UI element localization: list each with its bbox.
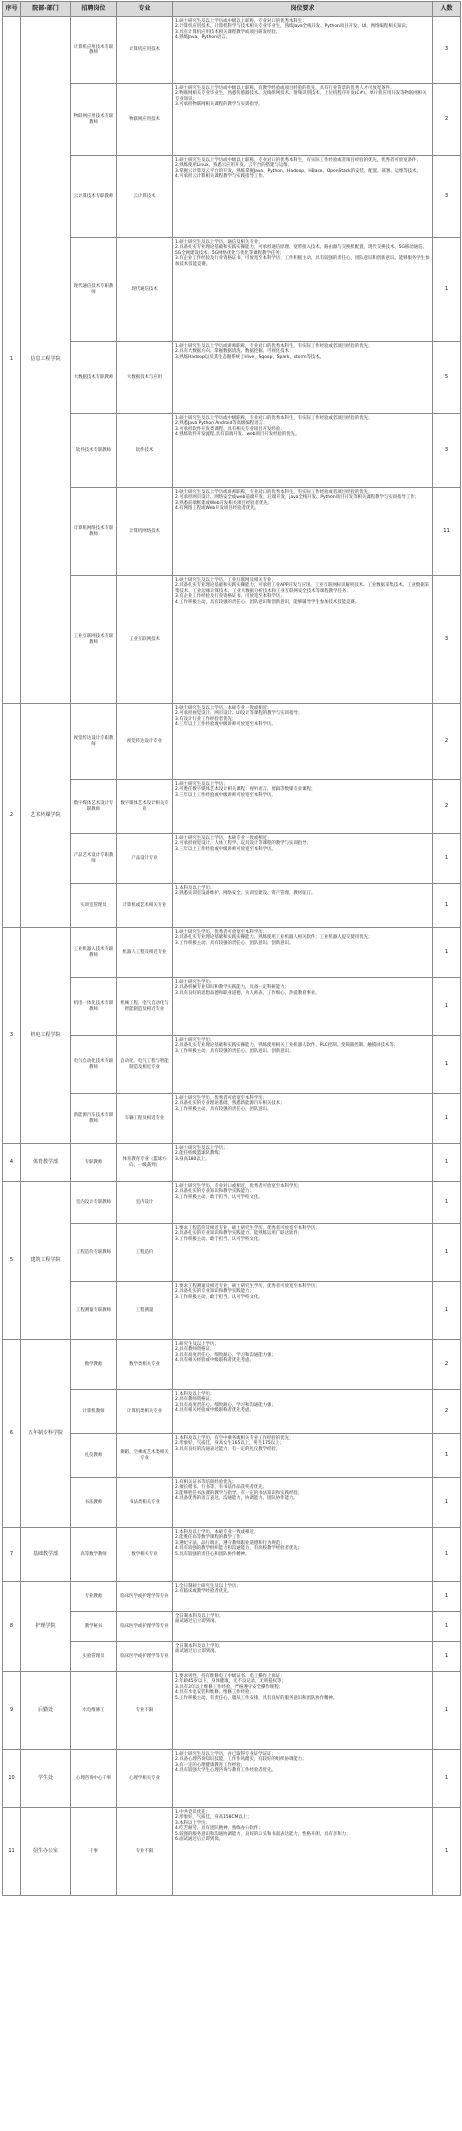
- row-post: 室内设计专职教师: [71, 1182, 117, 1224]
- requirement-line: 2.具备扎实专业理论基础和实践实操能力，熟练使用工业机器人相关软件；工业机器人提交使用优先；: [175, 935, 373, 941]
- row-major: 机械工程、电气自动化与智能制造及相近专业: [117, 978, 173, 1036]
- row-major: 产品设计专业: [117, 834, 173, 884]
- requirement-line: 2.具备扎实专业理论基础和实践实操能力，熟练使用相关工业机器人软件、PLC控制、变频器控制、触摸屏技术等；: [175, 1043, 399, 1049]
- requirement-line: 4.可承担云计算相关课程教学与实践指导工作。: [175, 174, 268, 180]
- row-count: 1: [433, 1582, 461, 1612]
- row-major: 数学相关专业: [117, 1528, 173, 1582]
- row-count: 1: [433, 1612, 461, 1642]
- requirement-line: 3.具有高度责任心，细致耐心，学习和沟通能力强；: [175, 1352, 276, 1358]
- requirement-line: 1.硕士研究生及以上学历；: [175, 782, 228, 787]
- requirement-line: 全日制本科及以上学历；: [175, 1614, 224, 1619]
- row-post: 水电维修工: [71, 1672, 117, 1750]
- row-major: 自动化、电气工程与智能制造及相近专业: [117, 1036, 173, 1094]
- requirement-line: 1.要求男性，持有维修电工中级证书、电工操作上岗证；: [175, 1674, 285, 1679]
- row-post: 工程测量专职教师: [71, 1282, 117, 1340]
- row-major: 软件技术: [117, 414, 173, 488]
- requirement-line: 2.具备心理咨询知识技能，工作作风踏实，有较好的组织协调能力；: [175, 1757, 307, 1763]
- row-requirements: [173, 238, 433, 342]
- requirement-line: 1.硕士研究生及以上学历或讲师职称，专业对口的优秀本科生，有实际工作经验或者项目经验的优先；: [175, 344, 373, 349]
- table-row: [3, 1036, 461, 1094]
- row-requirements: [173, 1808, 433, 1896]
- row-dept: 机电工程学院: [21, 928, 71, 1144]
- table-row: [3, 928, 461, 978]
- row-count: 2: [433, 1340, 461, 1390]
- row-post: 现代通信技术专职教师: [71, 238, 117, 342]
- row-dept: 建筑工程学院: [21, 1182, 71, 1340]
- requirement-line: 1.硕士研究生及以上学历或中级以上职称，专业对口的优秀本科生，有实际工作经验或者项目经验的优先，优秀者可放宽条件；: [175, 158, 421, 163]
- requirement-line: 2.具有教师资格证；: [175, 1347, 215, 1353]
- row-major: 工程造价: [117, 1224, 173, 1282]
- requirement-line: 2.具有大数据方向、掌握数据清洗、数据挖掘、可视化技术；: [175, 349, 294, 355]
- row-major: 现代通信技术: [117, 238, 173, 342]
- requirement-line: 1.研究生及以上学历；: [175, 1342, 219, 1347]
- row-count: 1: [433, 1528, 461, 1582]
- requirement-line: 1.要求工程造价及相近专业，硕士研究生学历，优秀者可放宽至本科学历；: [175, 1226, 320, 1231]
- requirement-line: 3.三年以上工作经验或中级讲师可放宽至本科学历。: [175, 792, 276, 798]
- row-post: 物联网应用技术专职教师: [71, 84, 117, 156]
- table-row: [3, 1282, 461, 1340]
- row-major: 计算机网络技术: [117, 488, 173, 576]
- row-count: 1: [433, 1224, 461, 1282]
- requirement-line: 2.具备扎实专业理论基础和实践实操能力，可承担通信原理、宽带接入技术、路由器与交换机配置、现代交换技术、5G移动通信、5G全网建设技术、5G网络优化与优化等课程教学任务；: [175, 245, 427, 256]
- row-major: 数字媒体艺术设计相关专业: [117, 780, 173, 834]
- table-row: [3, 1478, 461, 1528]
- requirement-line: 2.具有教师资格证；: [175, 1397, 215, 1403]
- row-count: 1: [433, 1144, 461, 1182]
- requirement-line: 1.本科及以上学历，有空中乘务或相关专业工作经验的优先；: [175, 1436, 294, 1441]
- requirement-line: 3.熟练Hadoop以及其生态圈系统上Hive、Sqoop、Spark、storm等技术。: [175, 354, 325, 360]
- row-requirements: [173, 1642, 433, 1672]
- row-major: 工程测量: [117, 1282, 173, 1340]
- row-requirements: [173, 342, 433, 414]
- requirement-line: 4.具有较强大学生心理咨询与教育工作经验者优先。: [175, 1768, 276, 1774]
- requirement-line: 2.有临床或教学经验者优先。: [175, 1589, 232, 1595]
- requirement-line: 3.工作积极主动、敢于担当、认可学校文化。: [175, 1236, 263, 1242]
- requirement-line: 2.可承担视觉设计、网页设计、UI设计等课程的教学与实训指导；: [175, 711, 303, 717]
- row-count: 1: [433, 978, 461, 1036]
- header-seq: 序号: [3, 2, 21, 17]
- table-row: [3, 1528, 461, 1582]
- requirement-line: 2.具备扎实专业理论基础和实践实操能力，可承担工业APP开发与应用、工业互联网标识解析技术、工业数据采集技术、工业数据采集技术、工业边缘计算技术、工业大数据分析技术和工业互联网安全技术等课程教学任务；: [175, 583, 429, 594]
- table-row: [3, 1340, 461, 1390]
- requirement-line: 3.工作积极主动、具有较强的责任心、团队意识、创新意识。: [175, 1048, 294, 1054]
- row-requirements: [173, 1340, 433, 1390]
- row-major: 机器人工程及相近专业: [117, 928, 173, 978]
- requirement-line: 3.具有高度责任心，细致耐心，学习和沟通能力强；: [175, 1402, 276, 1408]
- requirement-line: 2.可承担视觉设计、人体工程学、玩具设计等课程的教学与实训指导；: [175, 841, 311, 847]
- requirement-line: 3.掌握云计算及云平台的开发，熟练掌握Java、Python、Hadoop、HBase、OpenStack的安装、配置、部署、运维等技术；: [175, 168, 421, 174]
- row-count: 1: [433, 1750, 461, 1808]
- table-body: [3, 17, 461, 1896]
- row-count: 3: [433, 17, 461, 84]
- row-major: 体育教育专业（篮球方向、一级裁判）: [117, 1144, 173, 1182]
- requirement-line: 3.能够胜任书法课的教学与指导，有一定的书法知识和实践经验；: [175, 1490, 303, 1496]
- table-row: [3, 704, 461, 780]
- table-row: [3, 1390, 461, 1434]
- row-dept: 信息工程学院: [21, 17, 71, 704]
- requirement-line: 面试通过后立即到岗。: [175, 1649, 219, 1655]
- requirement-line: 2.可承担网页设计、网络安全或web前端开发、后端开发，java全栈开发、Python项目开发等相关课程教学与实训指导工作；: [175, 495, 420, 501]
- row-dept: 艺术传媒学院: [21, 704, 71, 928]
- row-seq: 4: [3, 1144, 21, 1182]
- row-seq: 1: [3, 17, 21, 704]
- row-post: 专职教师: [71, 1144, 117, 1182]
- row-major: 舞蹈、空乘或艺术类相关专业: [117, 1434, 173, 1478]
- requirement-line: 2.能任校级篮球队教练；: [175, 1151, 224, 1157]
- row-major: 专业不限: [117, 1672, 173, 1750]
- row-post: 计算机教师: [71, 1390, 117, 1434]
- requirement-line: 2.物联网相关专业毕业生，熟悉传感器技术、无线组网技术、射频识别技术、上位机程序开发(C#)、单片机应用开发等物联网相关专业知识；: [175, 91, 427, 102]
- row-post: 计算机网络技术专职教师: [71, 488, 117, 576]
- table-row: [3, 884, 461, 928]
- requirement-line: 3.具有3年以上维修工作经验，严格遵守安全操作规程；: [175, 1684, 283, 1690]
- row-count: 1: [433, 1036, 461, 1094]
- row-requirements: [173, 978, 433, 1036]
- table-row: [3, 1808, 461, 1896]
- table-row: [3, 414, 461, 488]
- row-post: 心理咨询中心干事: [71, 1750, 117, 1808]
- requirement-line: 3.本科以上学历；: [175, 1820, 210, 1826]
- header-post: 招聘岗位: [71, 2, 117, 17]
- row-major: 临床医学或护理学等专业: [117, 1582, 173, 1612]
- requirement-line: 1.硕士研究生学历，优秀者可放宽至本科学历；: [175, 1096, 268, 1101]
- requirement-line: 4.具有相关经验或中级职称者优先考虑。: [175, 1408, 254, 1414]
- row-dept: 招生办公室: [21, 1808, 71, 1896]
- row-requirements: [173, 1094, 433, 1144]
- requirement-line: 1.本科及以上学历，本硕专业一致或相近；: [175, 1530, 259, 1535]
- row-count: 1: [433, 834, 461, 884]
- requirement-line: 3.工作积极主动、敢于担当、认可学校文化。: [175, 1194, 263, 1200]
- row-post: 高等数学教师: [71, 1528, 117, 1582]
- row-requirements: [173, 1144, 433, 1182]
- row-post: 数学教师: [71, 1340, 117, 1390]
- table-row: [3, 238, 461, 342]
- table-row: [3, 84, 461, 156]
- row-major: 室内设计: [117, 1182, 173, 1224]
- row-count: 2: [433, 780, 461, 834]
- requirement-line: 6.面试通过后立即到岗。: [175, 1837, 224, 1843]
- row-major: 计算机类相关专业: [117, 1390, 173, 1434]
- requirement-line: 4.具有较强的教学组织能力和沟通能力，有高校教学经验者优先；: [175, 1546, 303, 1552]
- requirement-line: 1.有相关证书等培训经验优先；: [175, 1480, 237, 1485]
- row-seq: 9: [3, 1672, 21, 1750]
- row-count: 1: [433, 1642, 461, 1672]
- row-post: 视觉传达设计专职教师: [71, 704, 117, 780]
- row-post: 专业教师: [71, 1582, 117, 1612]
- requirement-line: 4.吃苦耐劳，具有团队精神，熟练办公软件；: [175, 1826, 263, 1832]
- row-count: 1: [433, 1182, 461, 1224]
- table-row: [3, 17, 461, 84]
- requirement-line: 1.本科及以上学历；: [175, 886, 215, 891]
- row-seq: 6: [3, 1340, 21, 1528]
- table-row: [3, 576, 461, 704]
- row-count: 2: [433, 1390, 461, 1434]
- table-row: [3, 1224, 461, 1282]
- requirement-line: 1.硕士研究生及以上学历，本硕专业一致或相近；: [175, 836, 272, 841]
- row-count: 1: [433, 1478, 461, 1528]
- row-count: 1: [433, 928, 461, 978]
- row-post: 实训室管理员: [71, 884, 117, 928]
- row-requirements: [173, 1224, 433, 1282]
- row-major: 物联网应用技术: [117, 84, 173, 156]
- requirement-line: 全日制本科及以上学历；: [175, 1644, 224, 1649]
- requirement-line: 3.具有良好的思想品德和职业道德、为人师表、工作细心、热爱教育事业。: [175, 990, 320, 996]
- table-row: [3, 342, 461, 414]
- row-post: 工业机器人技术专职教师: [71, 928, 117, 978]
- row-major: 专业不限: [117, 1808, 173, 1896]
- requirement-line: 1.硕士研究生学历，优秀者可放宽至本科学历；: [175, 930, 268, 935]
- requirement-line: 面试通过后立即到岗。: [175, 1619, 219, 1625]
- requirement-line: 3.有设计行业工作经验者优先；: [175, 716, 237, 722]
- row-requirements: [173, 1390, 433, 1434]
- requirement-line: 2.计算机应用技术、计算机科学与技术相关专业毕业生，熟练Java全栈开发、Python项目开发、UI、网络编程相关知识；: [175, 24, 411, 30]
- requirement-line: 1.硕士研究生及以上学历，并已取得专业证学证证；: [175, 1752, 276, 1757]
- row-requirements: [173, 1182, 433, 1224]
- row-requirements: [173, 1282, 433, 1340]
- requirement-line: 3.身高180以上。: [175, 1156, 210, 1162]
- row-post: 机电一体化技术专职教师: [71, 978, 117, 1036]
- row-count: 3: [433, 576, 461, 704]
- table-row: [3, 780, 461, 834]
- table-row: [3, 1582, 461, 1612]
- requirement-line: 1.硕士研究生及以上学历，工业互联网及相关专业；: [175, 578, 276, 583]
- row-count: 1: [433, 238, 461, 342]
- requirement-line: 1.全日制硕士研究生及以上学历；: [175, 1584, 241, 1589]
- row-count: 11: [433, 488, 461, 576]
- requirement-line: 2.熟悉实训室设备维护、网络安全、实训室建设、资产管理、教材征订。: [175, 891, 316, 897]
- requirement-line: 2.可胜任数字媒体艺术设计相关课程：视听语言、剪辑等数媒专业课程；: [175, 787, 316, 793]
- row-major: 计算机应用技术: [117, 17, 173, 84]
- row-count: 5: [433, 342, 461, 414]
- requirement-line: 1.硕士研究生及以上学历；: [175, 1146, 228, 1151]
- requirement-line: 3.具有良好的沟通表达能力，有一定的礼仪教学经验。: [175, 1446, 281, 1452]
- row-post: 教学秘书: [71, 1612, 117, 1642]
- row-seq: 2: [3, 704, 21, 928]
- row-major: 心理学相关专业: [117, 1750, 173, 1808]
- row-dept: 学生处: [21, 1750, 71, 1808]
- table-row: [3, 1750, 461, 1808]
- requirement-line: 2.形象好，气质佳，身高158CM以上；: [175, 1815, 252, 1821]
- row-requirements: [173, 1478, 433, 1528]
- requirement-line: 3.可承担软件开发类课程、具有相关专业项目开发经验；: [175, 426, 285, 432]
- table-row: [3, 1612, 461, 1642]
- row-dept: 后勤处: [21, 1672, 71, 1750]
- row-post: 产品艺术设计专职教师: [71, 834, 117, 884]
- row-post: 大数据技术专职教师: [71, 342, 117, 414]
- row-major: 云计算技术: [117, 156, 173, 238]
- requirement-line: 3.工作积极主动，具有较强的责任心、团队意识。: [175, 1106, 272, 1112]
- row-post: 云计算技术专职教师: [71, 156, 117, 238]
- row-requirements: [173, 884, 433, 928]
- header-num: 人数: [433, 2, 461, 17]
- row-post: 干事: [71, 1808, 117, 1896]
- requirement-line: 1.硕士研究生及以上学历或中级以上职称，专业对口的优秀本科生；: [175, 19, 307, 24]
- row-seq: 10: [3, 1750, 21, 1808]
- requirement-line: 4.有网络工程或Web开发项目经验者优先。: [175, 506, 260, 512]
- requirement-line: 3.具有计算机应用技术相关课程教学或项目研发经验；: [175, 29, 281, 35]
- requirement-line: 3.三年以上工作经验或中级讲师可放宽至本科学历。: [175, 846, 276, 852]
- row-major: 数学类相关专业: [117, 1340, 173, 1390]
- row-major: 工业互联网技术: [117, 576, 173, 704]
- requirement-line: 3.可承担物联网相关课程的教学与实训指导。: [175, 102, 263, 108]
- requirement-line: 3.工作积极主动、具有较强的责任心、团队意识、创新意识。: [175, 940, 294, 946]
- recruitment-table: [2, 1, 461, 1896]
- row-post: 电气自动化技术专职教师: [71, 1036, 117, 1094]
- requirement-line: 1.硕士研究生学历；: [175, 980, 215, 985]
- row-count: 2: [433, 84, 461, 156]
- row-count: 1: [433, 1672, 461, 1750]
- row-post: 书法教师: [71, 1478, 117, 1528]
- table-row: [3, 488, 461, 576]
- row-requirements: [173, 1672, 433, 1750]
- requirement-line: 2.具备扎实的专业知识和教学实践能力；: [175, 1289, 254, 1295]
- row-requirements: [173, 17, 433, 84]
- requirement-line: 4.具有相关经验或中级职称者优先考虑。: [175, 1358, 254, 1364]
- row-major: 大数据技术与应用: [117, 342, 173, 414]
- row-count: 3: [433, 156, 461, 238]
- row-requirements: [173, 488, 433, 576]
- requirement-line: 2.熟悉Java Python Android等高级编程语言；: [175, 421, 268, 427]
- table-row: [3, 1672, 461, 1750]
- row-requirements: [173, 1612, 433, 1642]
- requirement-line: 3.有一定的心理健康教育工作经验；: [175, 1762, 246, 1768]
- row-post: 礼仪教师: [71, 1434, 117, 1478]
- row-dept: 五年制专科学院: [21, 1340, 71, 1528]
- requirement-line: 2.年龄45岁以下，身体健康，无不良记录，无刑侵权等；: [175, 1679, 286, 1685]
- row-requirements: [173, 84, 433, 156]
- row-requirements: [173, 1434, 433, 1478]
- requirement-line: 1.硕士研究生及以上学历或中级职称，专业对口的优秀本科生，有实际工作经验或者项目经验的优先；: [175, 416, 373, 421]
- row-requirements: [173, 780, 433, 834]
- row-seq: 7: [3, 1528, 21, 1582]
- row-requirements: [173, 834, 433, 884]
- row-count: 1: [433, 1434, 461, 1478]
- requirement-line: 5.工作积极主动、有责任心，服从工作安排，具有良好的服务意识和团队协作精神。: [175, 1695, 338, 1701]
- requirement-line: 1.硕士研究生学历，专业对口或相近，优秀者可放宽至本科学历；: [175, 1184, 303, 1189]
- row-requirements: [173, 156, 433, 238]
- requirement-line: 4.具备优秀的语言表达、沟通能力，协调能力、团队协作能力。: [175, 1496, 298, 1502]
- requirement-line: 3.遵纪守法，品行端正，遵守教师职业道德和行为规范；: [175, 1540, 285, 1546]
- row-major: 视觉传达设计专业: [117, 704, 173, 780]
- row-post: 软件技术专职教师: [71, 414, 117, 488]
- requirement-line: 4.三年以上工作经验或中级讲师可放宽至本科学历。: [175, 722, 276, 728]
- row-count: 3: [433, 414, 461, 488]
- table-row: [3, 1144, 461, 1182]
- requirement-line: 3.有企业工作经验及行业资格证书，可放宽至本科学历；: [175, 594, 285, 600]
- row-count: 1: [433, 1094, 461, 1144]
- header-major: 专业: [117, 2, 173, 17]
- requirement-line: 2.具备机械专业知识和教学实践能力，具备一定科研能力；: [175, 985, 289, 991]
- requirement-line: 2.熟练使用Linux、熟悉云应用开发、云平台的搭建与运维；: [175, 163, 293, 169]
- requirement-line: 2.具备扎实的专业知识和教学实践能力，能熟练运用广联达软件；: [175, 1231, 303, 1237]
- requirement-line: 1.本科及以上学历；: [175, 1392, 215, 1397]
- row-major: 车辆工程及相近专业: [117, 1094, 173, 1144]
- requirement-line: 2.形象好，气质佳，身高女生165以上，男生175以上；: [175, 1441, 284, 1447]
- table-row: [3, 1434, 461, 1478]
- requirement-line: 1.硕士研究生及以上学历或中级以上职称，有教学经验或项目经验的优先，具有行业背景的优秀人才可放宽条件；: [175, 86, 395, 91]
- header-dept: 院部-部门: [21, 2, 71, 17]
- row-seq: 3: [3, 928, 21, 1144]
- row-post: 新能源汽车技术专职教师: [71, 1094, 117, 1144]
- row-requirements: [173, 704, 433, 780]
- table-row: [3, 834, 461, 884]
- row-requirements: [173, 928, 433, 978]
- row-major: 临床医学或护理学等专业: [117, 1612, 173, 1642]
- table-row: [3, 1642, 461, 1672]
- requirement-line: 3.熟悉前端框架或Web开发相关项目经验者优先；: [175, 500, 273, 506]
- requirement-line: 1.硕士研究生学历；: [175, 1038, 215, 1043]
- row-post: 工业互联网技术专职教师: [71, 576, 117, 704]
- row-post: 实验管理员: [71, 1642, 117, 1672]
- row-seq: 8: [3, 1582, 21, 1672]
- row-requirements: [173, 576, 433, 704]
- row-dept: 基础教学部: [21, 1528, 71, 1582]
- row-requirements: [173, 1036, 433, 1094]
- row-requirements: [173, 1582, 433, 1612]
- requirement-line: 4.具有水电安装和维修、维修工作经验；: [175, 1690, 254, 1696]
- requirement-line: 4.熟练Java、Python语言。: [175, 35, 231, 41]
- requirement-line: 5.较强的服务意识和沟通协调能力，良好的口头和书面表达能力，性格开朗，具有亲和力；: [175, 1831, 351, 1837]
- row-post: 计算机应用技术专职教师: [71, 17, 117, 84]
- requirement-line: 4.熟练软件开发流程,具有前端开发、web项目开发经验的优先。: [175, 432, 300, 438]
- requirement-line: 1.硕士研究生及以上学历或讲师职称，专业对口的优秀本科生，有实际工作经验或者项目经验的优先；: [175, 490, 373, 495]
- requirement-line: 1.中共党员优先；: [175, 1810, 210, 1815]
- row-count: 1: [433, 1808, 461, 1896]
- row-dept: 体育教学部: [21, 1144, 71, 1182]
- row-requirements: [173, 1528, 433, 1582]
- row-major: 书法类相关专业: [117, 1478, 173, 1528]
- row-count: 1: [433, 1282, 461, 1340]
- row-count: 2: [433, 704, 461, 780]
- row-post: 数字媒体艺术设计专职教师: [71, 780, 117, 834]
- requirement-line: 3.有企业工作经验及行业资格证书，可放宽至本科学历；工作积极主动、具有较强的责任心、团队意识和创新意识、能够服务学生参加技术技能竞赛。: [175, 256, 430, 267]
- row-count: 1: [433, 884, 461, 928]
- requirement-line: 2.擅长楷书、行书等，有书法作品获奖者优先；: [175, 1485, 268, 1491]
- requirement-line: 2.能胜任高等数学课程的教学工作；: [175, 1535, 246, 1541]
- table-row: [3, 1182, 461, 1224]
- row-post: 工程造价专职教师: [71, 1224, 117, 1282]
- row-seq: 5: [3, 1182, 21, 1340]
- requirement-line: 5.具有较强的责任心和团队协作精神。: [175, 1551, 250, 1557]
- requirement-line: 4.工作积极主动，具有较强的责任心、团队意识和创新意识，能够辅导学生参加技术技能竞赛。: [175, 599, 360, 605]
- requirement-line: 2.具备扎实的专业理论基础，熟悉新能源汽车相关技术；: [175, 1101, 285, 1107]
- requirement-line: 3.工作积极主动、敢于担当、认可学校文化。: [175, 1294, 263, 1300]
- row-major: 临床医学或护理学等专业: [117, 1642, 173, 1672]
- table-row: [3, 1094, 461, 1144]
- requirement-line: 2.具备扎实的专业知识和教学实践能力；: [175, 1189, 254, 1195]
- requirement-line: 1.要求工程测量及相近专业，硕士研究生学历，优秀者可放宽至本科学历；: [175, 1284, 320, 1289]
- table-header-row: [3, 2, 461, 17]
- header-req: 岗位要求: [173, 2, 433, 17]
- table-row: [3, 156, 461, 238]
- row-requirements: [173, 414, 433, 488]
- table-row: [3, 978, 461, 1036]
- requirement-line: 1.硕士研究生及以上学历，通信及相关专业；: [175, 240, 263, 245]
- row-dept: 护理学院: [21, 1582, 71, 1672]
- row-requirements: [173, 1750, 433, 1808]
- requirement-line: 1.硕士研究生及以上学历，本硕专业一致或相近；: [175, 706, 272, 711]
- row-seq: 11: [3, 1808, 21, 1896]
- row-major: 计算机或艺术相关专业: [117, 884, 173, 928]
